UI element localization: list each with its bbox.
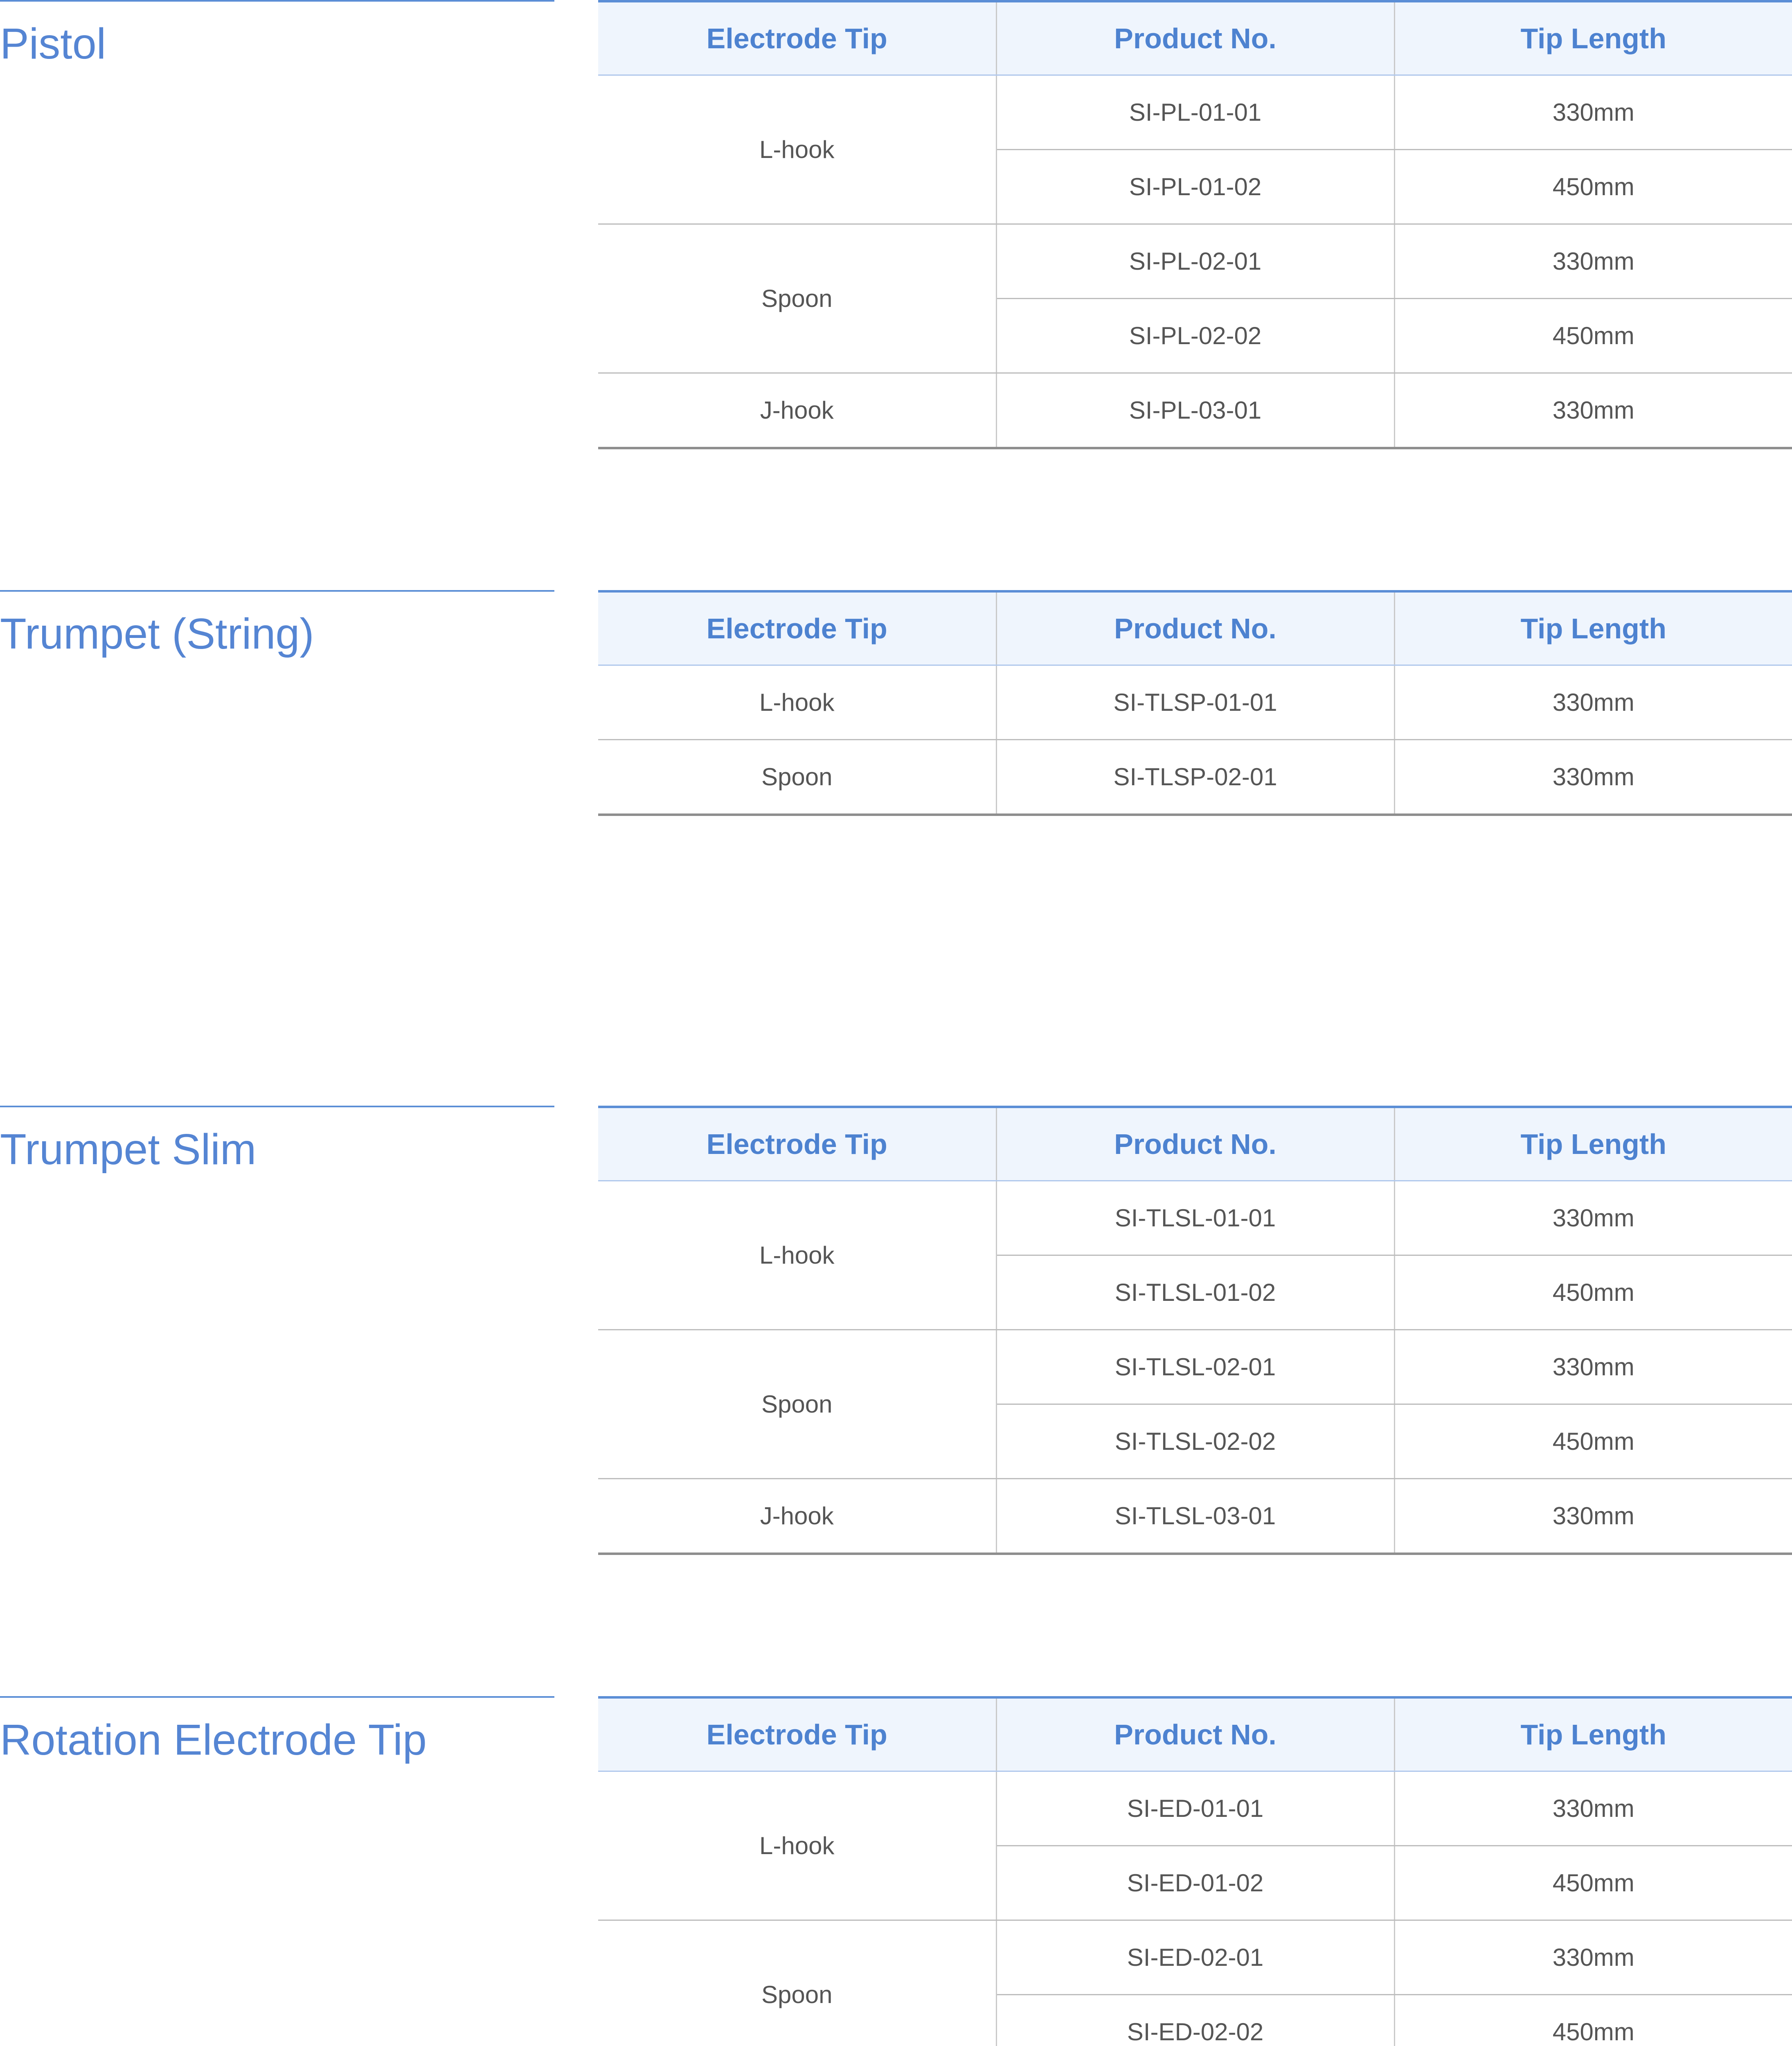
tip-length-cell: 450mm: [1394, 150, 1792, 224]
header-tip-length: Tip Length: [1394, 1107, 1792, 1181]
spec-table: [598, 1106, 1792, 1555]
product-no-cell: SI-ED-01-02: [996, 1846, 1394, 1920]
table-row: [598, 1771, 1792, 1846]
product-no-cell: SI-ED-02-01: [996, 1920, 1394, 1995]
tip-length-cell: 450mm: [1394, 1995, 1792, 2046]
section-title: Pistol: [0, 20, 106, 68]
tip-length-cell: 330mm: [1394, 373, 1792, 448]
header-electrode-tip: Electrode Tip: [598, 1697, 996, 1771]
header-product-no: Product No.: [996, 1107, 1394, 1181]
electrode-tip-cell: L-hook: [598, 1181, 996, 1330]
header-tip-length: Tip Length: [1394, 1, 1792, 75]
header-electrode-tip: Electrode Tip: [598, 1, 996, 75]
product-no-cell: SI-TLSL-02-01: [996, 1330, 1394, 1404]
table-row: [598, 740, 1792, 815]
spec-table: [598, 590, 1792, 816]
section-divider: [0, 590, 554, 592]
tip-length-cell: 330mm: [1394, 1920, 1792, 1995]
product-no-cell: SI-PL-01-02: [996, 150, 1394, 224]
header-product-no: Product No.: [996, 1, 1394, 75]
product-no-cell: SI-PL-01-01: [996, 75, 1394, 150]
product-no-cell: SI-TLSL-03-01: [996, 1479, 1394, 1554]
electrode-tip-cell: J-hook: [598, 373, 996, 448]
tip-length-cell: 330mm: [1394, 75, 1792, 150]
electrode-tip-cell: J-hook: [598, 1479, 996, 1554]
header-electrode-tip: Electrode Tip: [598, 1107, 996, 1181]
product-no-cell: SI-TLSP-02-01: [996, 740, 1394, 815]
product-no-cell: SI-TLSL-02-02: [996, 1404, 1394, 1479]
electrode-tip-cell: Spoon: [598, 1920, 996, 2046]
table-row: [598, 224, 1792, 299]
section-divider: [0, 1696, 554, 1698]
spec-table: [598, 0, 1792, 449]
tip-length-cell: 330mm: [1394, 1181, 1792, 1255]
product-no-cell: SI-ED-01-01: [996, 1771, 1394, 1846]
section-divider: [0, 0, 554, 2]
tip-length-cell: 330mm: [1394, 1479, 1792, 1554]
table-row: [598, 373, 1792, 448]
product-no-cell: SI-TLSP-01-01: [996, 665, 1394, 740]
electrode-tip-cell: Spoon: [598, 1330, 996, 1479]
table-row: [598, 75, 1792, 150]
table-header-row: [598, 1, 1792, 75]
table-row: [598, 1330, 1792, 1404]
tip-length-cell: 450mm: [1394, 1255, 1792, 1330]
table-header-row: [598, 1697, 1792, 1771]
section-divider: [0, 1106, 554, 1107]
table-header-row: [598, 1107, 1792, 1181]
product-no-cell: SI-PL-03-01: [996, 373, 1394, 448]
tip-length-cell: 330mm: [1394, 1771, 1792, 1846]
electrode-tip-cell: L-hook: [598, 75, 996, 224]
product-no-cell: SI-PL-02-02: [996, 299, 1394, 373]
table-row: [598, 665, 1792, 740]
tip-length-cell: 330mm: [1394, 665, 1792, 740]
electrode-tip-cell: Spoon: [598, 740, 996, 815]
table-header-row: [598, 591, 1792, 665]
tip-length-cell: 330mm: [1394, 224, 1792, 299]
section-title: Rotation Electrode Tip: [0, 1716, 427, 1764]
spec-table: [598, 1696, 1792, 2046]
product-no-cell: SI-ED-02-02: [996, 1995, 1394, 2046]
tip-length-cell: 450mm: [1394, 1846, 1792, 1920]
table-row: [598, 1920, 1792, 1995]
section-title: Trumpet Slim: [0, 1125, 257, 1174]
electrode-tip-cell: L-hook: [598, 665, 996, 740]
tip-length-cell: 450mm: [1394, 299, 1792, 373]
tip-length-cell: 450mm: [1394, 1404, 1792, 1479]
header-tip-length: Tip Length: [1394, 1697, 1792, 1771]
product-no-cell: SI-TLSL-01-01: [996, 1181, 1394, 1255]
header-product-no: Product No.: [996, 1697, 1394, 1771]
header-product-no: Product No.: [996, 591, 1394, 665]
tip-length-cell: 330mm: [1394, 1330, 1792, 1404]
tip-length-cell: 330mm: [1394, 740, 1792, 815]
product-no-cell: SI-TLSL-01-02: [996, 1255, 1394, 1330]
header-electrode-tip: Electrode Tip: [598, 591, 996, 665]
product-no-cell: SI-PL-02-01: [996, 224, 1394, 299]
section-title: Trumpet (String): [0, 610, 314, 658]
electrode-tip-cell: Spoon: [598, 224, 996, 373]
table-row: [598, 1479, 1792, 1554]
header-tip-length: Tip Length: [1394, 591, 1792, 665]
electrode-tip-cell: L-hook: [598, 1771, 996, 1920]
table-row: [598, 1181, 1792, 1255]
